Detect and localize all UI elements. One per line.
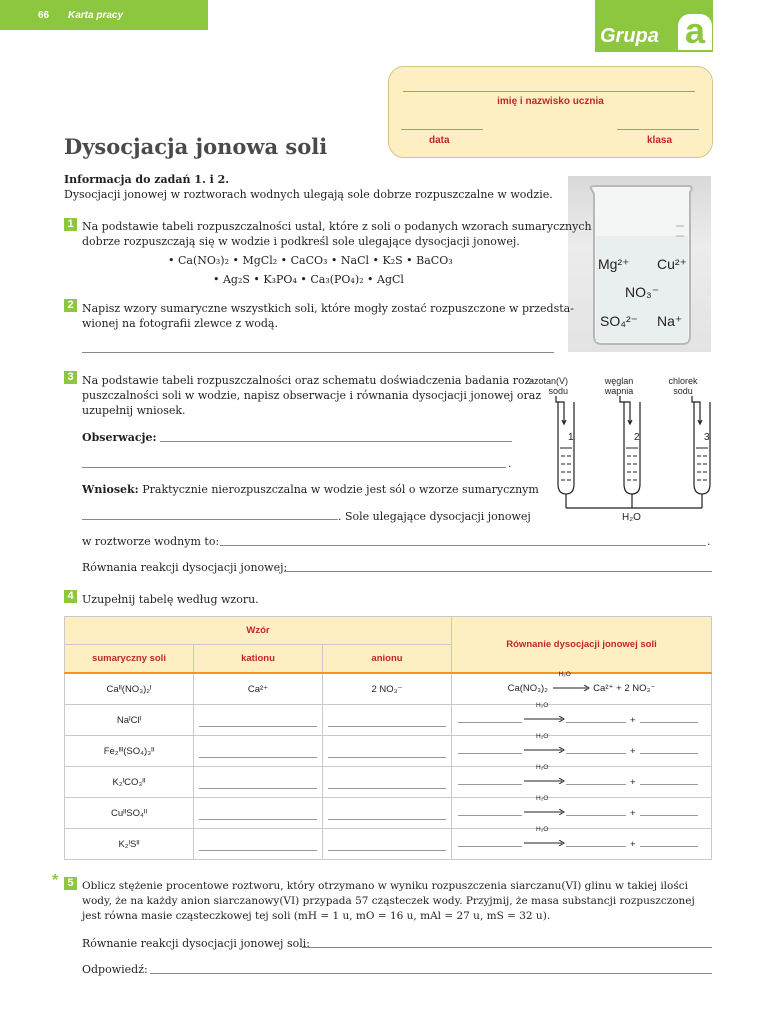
equation-blank[interactable] [458,753,522,754]
ion-no3: NO₃⁻ [625,284,660,300]
equations-label: Równania reakcji dysocjacji jonowej: [82,561,288,574]
beaker-photo [568,176,711,352]
task5-number: 5 [64,877,77,890]
dissociation-table [64,616,712,860]
info-text: Dysocjacji jonowej w roztworach wodnych ulegają sole dobrze rozpuszczalne w wodzie. [64,188,553,201]
task3-line3: uzupełnij wniosek. [82,404,186,417]
page-title: Dysocjacja jonowa soli [64,134,328,159]
experiment-diagram [522,374,714,528]
equation-blank[interactable] [566,753,626,754]
task1-formulas2[interactable]: • Ag₂S • K₃PO₄ • Ca₃(PO₄)₂ • AgCl [213,273,404,286]
conclusion-text3: w roztworze wodnym to: [82,535,220,548]
date-line[interactable] [401,129,483,130]
section-label: Karta pracy [68,10,124,21]
table-row: K₂ᴵSᴵᴵ H₂O + [65,829,712,860]
task5-star: * [52,872,59,889]
example-anion: 2 NO₃⁻ [323,673,452,705]
plus-sign: + [630,807,636,819]
group-letter: a [678,14,712,50]
arrow-icon: H₂O [522,838,566,849]
task2-answer-line[interactable] [82,352,554,353]
ion-so4: SO₄²⁻ [600,313,638,329]
arrow-icon: H₂O [522,714,566,725]
equation-blank[interactable] [458,815,522,816]
conclusion-line2[interactable] [220,545,706,546]
equation-blank[interactable] [458,846,522,847]
reagent3-label: chlorek sodu [668,376,698,396]
date-label: data [429,135,450,146]
plus-sign: + [630,838,636,850]
task4-text: Uzupełnij tabelę według wzoru. [82,593,259,606]
table-row: Fe₂ᴵᴵᴵ(SO₄)₃ᴵᴵ H₂O + [65,736,712,767]
equations-line[interactable] [284,571,712,572]
equation-blank[interactable] [566,722,626,723]
equation-blank[interactable] [566,815,626,816]
class-label: klasa [647,135,673,146]
ion-mg: Mg²⁺ [598,256,630,272]
tube2-label: 2 [634,432,640,443]
table-row: NaᴵClᴵ H₂O + [65,705,712,736]
task5-equation-line[interactable] [302,947,712,948]
conclusion-text2: . Sole ulegające dysocjacji jonowej [338,510,531,523]
task5-answer-label: Odpowiedź: [82,963,148,976]
task3-line2: puszczalności soli w wodzie, napisz obserwacje i równania dysocjacji jonowej oraz [82,389,542,402]
tube3-label: 3 [704,432,710,443]
student-name-box [388,66,713,158]
arrow-icon: H₂O [522,807,566,818]
tube1-label: 1 [568,432,574,443]
task5-line2: wody, że na każdy anion siarczanowy(VI) przypada 57 cząsteczek wody. Przyjmij, że masa substancji rozpuszczonej [82,895,695,907]
page-number: 66 [38,10,50,21]
group-label: Grupa [600,25,659,47]
conclusion-label: Wniosek: [82,483,139,496]
task1-line1: Na podstawie tabeli rozpuszczalności ustal, które z soli o podanych wzorach sumarycznych [82,220,592,233]
ion-cu: Cu²⁺ [657,256,687,272]
col-anion: anionu [323,645,452,674]
example-salt: Caᴵᴵ(NO₃)₂ᴵ [65,673,194,705]
equation-blank[interactable] [640,753,698,754]
example-equation: Ca(NO₃)₂ H₂O Ca²⁺ + 2 NO₃⁻ [452,673,712,705]
info-heading: Informacja do zadań 1. i 2. [64,173,230,186]
task3-number: 3 [64,371,77,384]
conclusion [82,482,539,497]
equation-blank[interactable] [640,815,698,816]
task5-answer-line[interactable] [150,973,712,974]
equation-blank[interactable] [640,784,698,785]
equation-blank[interactable] [458,784,522,785]
observations-line1[interactable] [160,441,512,442]
task5-line3: jest równa masie cząsteczkowej tej soli (mH = 1 u, mO = 16 u, mAl = 27 u, mS = 32 u). [82,910,551,922]
task2-line2: wionej na fotografii zlewce z wodą. [82,317,278,330]
task1-line2: dobrze rozpuszczają się w wodzie i podkreśl sole ulegające dysocjacji jonowej. [82,235,520,248]
arrow-icon: H₂O [522,776,566,787]
water-label: H₂O [622,512,641,523]
equation-blank[interactable] [566,846,626,847]
beaker-icon [568,176,711,352]
example-cation: Ca²⁺ [194,673,323,705]
name-label: imię i nazwisko ucznia [497,96,604,107]
plus-sign: + [630,745,636,757]
reagent2-label: węglan wapnia [604,376,634,396]
reagent1-label: azotan(V) sodu [528,376,568,396]
equation-blank[interactable] [640,846,698,847]
equation-blank[interactable] [640,722,698,723]
col-cation: kationu [194,645,323,674]
task3-line1: Na podstawie tabeli rozpuszczalności oraz schematu doświadczenia badania roz- [82,374,535,387]
conclusion-line1[interactable] [82,519,338,520]
observations-label: Obserwacje: [82,431,157,444]
name-line[interactable] [403,91,695,92]
table-row: K₂ᴵCO₃ᴵᴵ H₂O + [65,767,712,798]
class-line[interactable] [617,129,699,130]
table-row-example [65,673,712,705]
equation-blank[interactable] [458,722,522,723]
header-formula: Wzór [65,617,452,645]
task1-formulas1[interactable]: • Ca(NO₃)₂ • MgCl₂ • CaCO₃ • NaCl • K₂S • BaCO₃ [168,254,453,267]
task2-line1: Napisz wzory sumaryczne wszystkich soli, które mogły zostać rozpuszczone w przedsta- [82,302,574,315]
plus-sign: + [630,714,636,726]
table-row: CuᴵᴵSO₄ᴵᴵ H₂O + [65,798,712,829]
task1-number: 1 [64,218,77,231]
plus-sign: + [630,776,636,788]
arrow-icon: H₂O [522,745,566,756]
conclusion-text: Praktycznie nierozpuszczalna w wodzie jest sól o wzorze sumarycznym [142,483,539,496]
col-summary: sumaryczny soli [65,645,194,674]
ion-na: Na⁺ [657,313,683,329]
test-tubes-icon [522,374,714,528]
observations-line2[interactable] [82,467,506,468]
task5-equation-label: Równanie reakcji dysocjacji jonowej soli: [82,937,310,950]
task4-number: 4 [64,590,77,603]
equation-blank[interactable] [566,784,626,785]
task2-number: 2 [64,299,77,312]
header-equation: Równanie dysocjacji jonowej soli [452,617,712,674]
arrow-icon: H₂O [551,683,591,694]
task5-line1: Oblicz stężenie procentowe roztworu, który otrzymano w wyniku rozpuszczenia siarczanu(VI) glinu w takiej ilości [82,880,688,892]
